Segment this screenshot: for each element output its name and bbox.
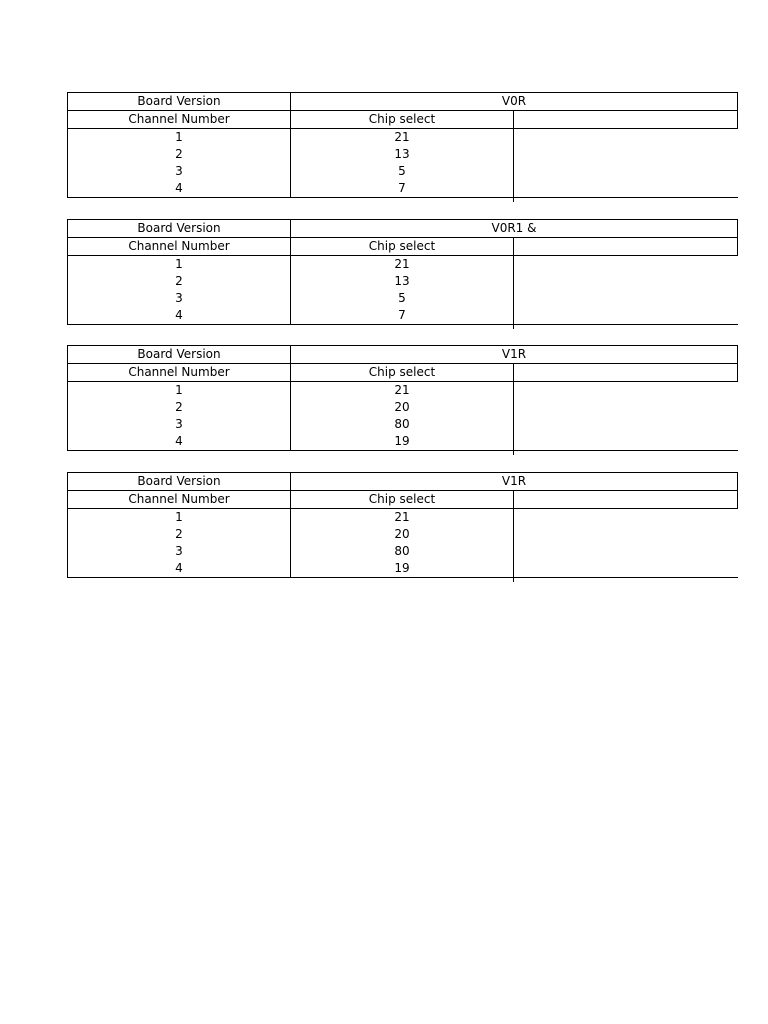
- table-clip-edge: [513, 364, 514, 455]
- empty-cell: [514, 543, 738, 560]
- table-row: [68, 256, 738, 274]
- header-row: [68, 111, 738, 129]
- chip-select-table-3: [67, 345, 738, 451]
- chip-select-cell: 19: [291, 560, 514, 578]
- chip-select-cell: 21: [291, 129, 514, 147]
- empty-cell: [514, 256, 738, 274]
- table-row: [68, 180, 738, 198]
- table-clip-edge: [513, 111, 514, 202]
- table-row: [68, 129, 738, 147]
- table-clip-edge: [513, 238, 514, 329]
- table-row: [68, 146, 738, 163]
- chip-select-cell: 13: [291, 273, 514, 290]
- empty-cell: [514, 416, 738, 433]
- table-row: [68, 163, 738, 180]
- channel-cell: 1: [68, 256, 291, 274]
- channel-cell: 2: [68, 146, 291, 163]
- chip-select-header: Chip select: [291, 491, 514, 509]
- channel-number-header: Channel Number: [68, 238, 291, 256]
- channel-number-header: Channel Number: [68, 491, 291, 509]
- channel-cell: 2: [68, 399, 291, 416]
- empty-cell: [514, 433, 738, 451]
- table-row: [68, 560, 738, 578]
- chip-select-cell: 21: [291, 256, 514, 274]
- channel-cell: 3: [68, 163, 291, 180]
- chip-select-cell: 80: [291, 416, 514, 433]
- channel-cell: 3: [68, 543, 291, 560]
- chip-select-cell: 5: [291, 290, 514, 307]
- channel-cell: 1: [68, 509, 291, 527]
- board-version-value: V1R: [291, 346, 738, 364]
- table-row: [68, 290, 738, 307]
- empty-cell: [514, 382, 738, 400]
- empty-cell: [514, 290, 738, 307]
- empty-cell: [514, 560, 738, 578]
- empty-cell: [514, 307, 738, 325]
- board-version-value: V0R1 &: [291, 220, 738, 238]
- empty-cell: [514, 399, 738, 416]
- table-row: [68, 509, 738, 527]
- chip-select-table-1: [67, 92, 738, 198]
- board-version-label: Board Version: [68, 473, 291, 491]
- channel-cell: 4: [68, 433, 291, 451]
- channel-cell: 1: [68, 382, 291, 400]
- empty-cell: [514, 273, 738, 290]
- chip-select-cell: 21: [291, 382, 514, 400]
- channel-cell: 4: [68, 307, 291, 325]
- header-row: [68, 238, 738, 256]
- board-version-row: [68, 346, 738, 364]
- channel-number-header: Channel Number: [68, 364, 291, 382]
- table-row: [68, 273, 738, 290]
- table-clip-edge: [513, 491, 514, 582]
- channel-number-header: Channel Number: [68, 111, 291, 129]
- chip-select-cell: 19: [291, 433, 514, 451]
- table-row: [68, 382, 738, 400]
- channel-cell: 2: [68, 526, 291, 543]
- board-version-row: [68, 220, 738, 238]
- empty-cell: [514, 163, 738, 180]
- chip-select-cell: 21: [291, 509, 514, 527]
- chip-select-cell: 20: [291, 526, 514, 543]
- chip-select-header: Chip select: [291, 111, 514, 129]
- board-version-row: [68, 93, 738, 111]
- header-extra-cell: [514, 364, 738, 382]
- table-row: [68, 433, 738, 451]
- empty-cell: [514, 129, 738, 147]
- chip-select-cell: 80: [291, 543, 514, 560]
- board-version-row: [68, 473, 738, 491]
- board-version-label: Board Version: [68, 93, 291, 111]
- empty-cell: [514, 509, 738, 527]
- chip-select-cell: 20: [291, 399, 514, 416]
- channel-cell: 1: [68, 129, 291, 147]
- empty-cell: [514, 146, 738, 163]
- channel-cell: 4: [68, 180, 291, 198]
- chip-select-cell: 7: [291, 180, 514, 198]
- header-extra-cell: [514, 491, 738, 509]
- header-extra-cell: [514, 238, 738, 256]
- chip-select-table-2: [67, 219, 738, 325]
- header-extra-cell: [514, 111, 738, 129]
- table-row: [68, 543, 738, 560]
- channel-cell: 3: [68, 416, 291, 433]
- chip-select-table-4: [67, 472, 738, 578]
- channel-cell: 3: [68, 290, 291, 307]
- board-version-value: V0R: [291, 93, 738, 111]
- board-version-label: Board Version: [68, 346, 291, 364]
- empty-cell: [514, 526, 738, 543]
- board-version-value: V1R: [291, 473, 738, 491]
- chip-select-header: Chip select: [291, 238, 514, 256]
- header-row: [68, 491, 738, 509]
- chip-select-cell: 13: [291, 146, 514, 163]
- channel-cell: 2: [68, 273, 291, 290]
- chip-select-header: Chip select: [291, 364, 514, 382]
- board-version-label: Board Version: [68, 220, 291, 238]
- table-row: [68, 526, 738, 543]
- header-row: [68, 364, 738, 382]
- empty-cell: [514, 180, 738, 198]
- table-row: [68, 416, 738, 433]
- channel-cell: 4: [68, 560, 291, 578]
- chip-select-cell: 7: [291, 307, 514, 325]
- chip-select-cell: 5: [291, 163, 514, 180]
- table-row: [68, 307, 738, 325]
- table-row: [68, 399, 738, 416]
